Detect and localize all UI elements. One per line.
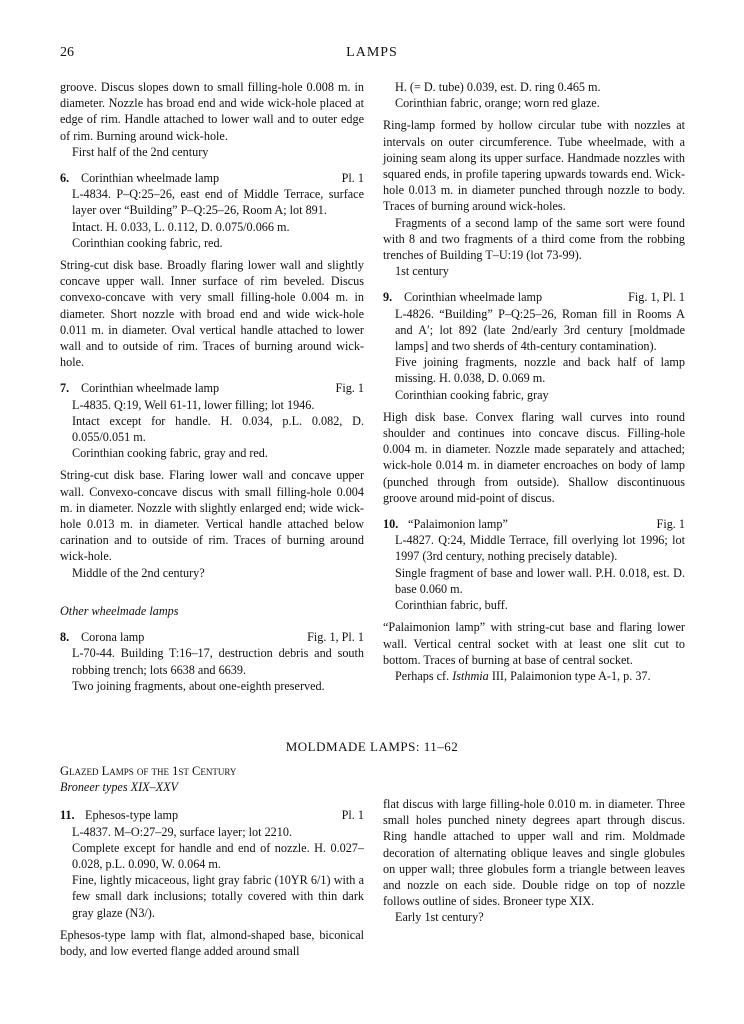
entry-7-inventory: L-4835. Q:19, Well 61-11, lower filling; lot 1946. xyxy=(72,397,315,412)
entry-6-description: String-cut disk base. Broadly flaring lower wall and slightly concave upper wall. Inner surface of rim beveled. Discus convexo-concave with very small filling-hole 0.004 m. in diameter. Short nozzle with broad end and wide wick-hole 0.011 m. in diameter. Oval vertical handle attached to lower wall and to outside of rim. Traces of burning around wick-hole. xyxy=(60,258,364,370)
entry-6-ref: Pl. 1 xyxy=(341,171,364,186)
entry-9-number: 9. xyxy=(383,290,393,305)
entry-10-note xyxy=(383,668,685,684)
running-title: LAMPS xyxy=(346,45,398,60)
entry-10-ref: Fig. 1 xyxy=(656,517,685,532)
entry-11-heading xyxy=(60,807,364,823)
entry-9-dimensions: Five joining fragments, nozzle and back half of lamp missing. H. 0.038, D. 0.069 m. xyxy=(395,355,685,386)
entry-9-ref: Fig. 1, Pl. 1 xyxy=(628,290,685,305)
entry-10-fabric: Corinthian fabric, buff. xyxy=(395,598,508,613)
entry-9-inventory: L-4826. “Building” P–Q:25–26, Roman fill in Rooms A and A′; lot 892 (late 2nd/early 3rd century [moldmade lamps] and two sherds of 4th-century contamination). xyxy=(395,306,685,354)
entry-10-heading xyxy=(383,516,685,532)
entry-8-dimensions: H. (= D. tube) 0.039, est. D. ring 0.465 m. xyxy=(395,80,601,94)
entry-11-dimensions: Complete except for handle and end of nozzle. H. 0.027–0.028, p.L. 0.090, W. 0.064 m. xyxy=(72,840,364,872)
entry-8-fabric: Corinthian fabric, orange; worn red glaze. xyxy=(395,96,600,111)
entry-6-dimensions: Intact. H. 0.033, L. 0.112, D. 0.075/0.066 m. xyxy=(72,219,290,234)
running-header xyxy=(60,45,684,65)
intro-date: First half of the 2nd century xyxy=(72,144,209,159)
entry-11-title: Ephesos-type lamp xyxy=(85,808,179,823)
entry-6-title: Corinthian wheelmade lamp xyxy=(81,171,220,186)
entry-6-fabric: Corinthian cooking fabric, red. xyxy=(72,235,223,250)
right-column xyxy=(383,79,685,684)
entry-11-date: Early 1st century? xyxy=(395,910,484,925)
entry-8-number: 8. xyxy=(60,630,70,645)
entry-11-description-end: flat discus with large filling-hole 0.010 m. in diameter. Three small holes punched ninety degrees apart through discus. Ring handle attached to upper wall and rim. Moldmade decoration of alternating oblique leaves and single globules on upper wall; three globules form a triangle between leaves and nozzle on each side. Double ridge on top of nozzle follows outline of sides. Broneer type XIX. xyxy=(383,797,685,909)
entry-9-fabric: Corinthian cooking fabric, gray xyxy=(395,387,549,402)
entry-10-inventory: L-4827. Q:24, Middle Terrace, fill overlying lot 1996; lot 1997 (3rd century, nothing precisely datable). xyxy=(395,533,685,564)
entry-8-heading xyxy=(60,629,364,645)
entry-6-inventory: L-4834. P–Q:25–26, east end of Middle Terrace, surface layer over “Building” P–Q:25–26, Room A; lot 891. xyxy=(72,187,364,218)
entry-8-note: Fragments of a second lamp of the same sort were found with 8 and two fragments of a third come from the robbing trenches of Building T–U:19 (lot 73-99). xyxy=(383,215,685,263)
intro-paragraph: groove. Discus slopes down to small filling-hole 0.008 m. in diameter. Nozzle has broad end and wide wick-hole placed at edge of rim. Handle attached to lower wall and to outer edge of rim. Burning around wick-hole. xyxy=(60,80,364,143)
entry-7-description: String-cut disk base. Flaring lower wall and concave upper wall. Convexo-concave discus with small filling-hole 0.004 m. in diameter. Nozzle with slightly enlarged end; wide wick-hole 0.013 m. in diameter. Vertical handle attached below carination and to outside of rim. Traces of burning around wick-hole. xyxy=(60,468,364,564)
entry-9-title: Corinthian wheelmade lamp xyxy=(404,290,543,305)
subsection-heading: Other wheelmade lamps xyxy=(60,603,179,618)
entry-11-inventory: L-4837. M–O:27–29, surface layer; lot 2210. xyxy=(72,824,293,839)
entry-7-ref: Fig. 1 xyxy=(335,381,364,396)
entry-7-number: 7. xyxy=(60,381,70,396)
entry-8-date: 1st century xyxy=(395,264,449,279)
entry-9-description: High disk base. Convex flaring wall curves into round shoulder and continues into concave discus. Filling-hole 0.004 m. in diameter. Nozzle made separately and attached; wick-hole 0.014 m. in diameter encroaches on body of lamp (punched through from outside). Shallow discontinuous groove around mid-point of discus. xyxy=(383,409,685,505)
entry-10-note-pre: Perhaps cf. xyxy=(395,668,453,683)
entry-7-date: Middle of the 2nd century? xyxy=(72,565,205,580)
subsection-title: Glazed Lamps of the 1st Century xyxy=(60,764,237,778)
entry-10-description: “Palaimonion lamp” with string-cut base and flaring lower wall. Vertical central socket with at least one slit cut to bottom. Traces of burning at base of central socket. xyxy=(383,620,685,667)
entry-7-dimensions: Intact except for handle. H. 0.034, p.L. 0.082, D. 0.055/0.051 m. xyxy=(72,413,364,445)
entry-7-heading xyxy=(60,380,364,396)
entry-11-fabric: Fine, lightly micaceous, light gray fabric (10YR 6/1) with a few small dark inclusions; totally covered with thin dark gray glaze (N3/). xyxy=(72,873,364,920)
subsection-types: Broneer types XIX–XXV xyxy=(60,780,178,795)
entry-8-inventory: L-70-44. Building T:16–17, destruction debris and south robbing trench; lots 6638 and 6639. xyxy=(72,646,364,677)
entry-10-dimensions: Single fragment of base and lower wall. P.H. 0.018, est. D. base 0.060 m. xyxy=(395,565,685,596)
entry-8-description: Ring-lamp formed by hollow circular tube with nozzles at intervals on outer circumference. Tube wheelmade, with a joining seam along its upper surface. Handmade nozzles with squared ends, in profile tapering upwards towards end. Wick-hole 0.013 m. in diameter punched through nozzle to body. Traces of burning around wick-holes. xyxy=(383,118,685,214)
right-column-lower xyxy=(383,796,685,926)
entry-8-preservation: Two joining fragments, about one-eighth preserved. xyxy=(72,678,325,693)
entry-11-description-start: Ephesos-type lamp with flat, almond-shaped base, biconical body, and low everted flange added around small xyxy=(60,927,364,959)
section-heading: MOLDMADE LAMPS: 11–62 xyxy=(285,739,459,754)
entry-6-heading xyxy=(60,170,364,186)
entry-7-title: Corinthian wheelmade lamp xyxy=(81,381,220,396)
entry-10-title: “Palaimonion lamp” xyxy=(408,517,508,532)
entry-10-number: 10. xyxy=(383,517,399,532)
page-number: 26 xyxy=(60,45,74,60)
entry-6-number: 6. xyxy=(60,171,70,186)
left-column-lower xyxy=(60,763,364,959)
entry-8-ref: Fig. 1, Pl. 1 xyxy=(307,630,364,645)
entry-7-fabric: Corinthian cooking fabric, gray and red. xyxy=(72,446,268,461)
entry-11-ref: Pl. 1 xyxy=(341,808,364,823)
entry-11-number: 11. xyxy=(60,808,75,823)
entry-10-note-post: III, Palaimonion type A-1, p. 37. xyxy=(488,668,651,683)
left-column xyxy=(60,79,364,694)
entry-8-title: Corona lamp xyxy=(81,630,145,645)
entry-9-heading xyxy=(383,289,685,305)
entry-10-note-title: Isthmia xyxy=(452,668,489,683)
